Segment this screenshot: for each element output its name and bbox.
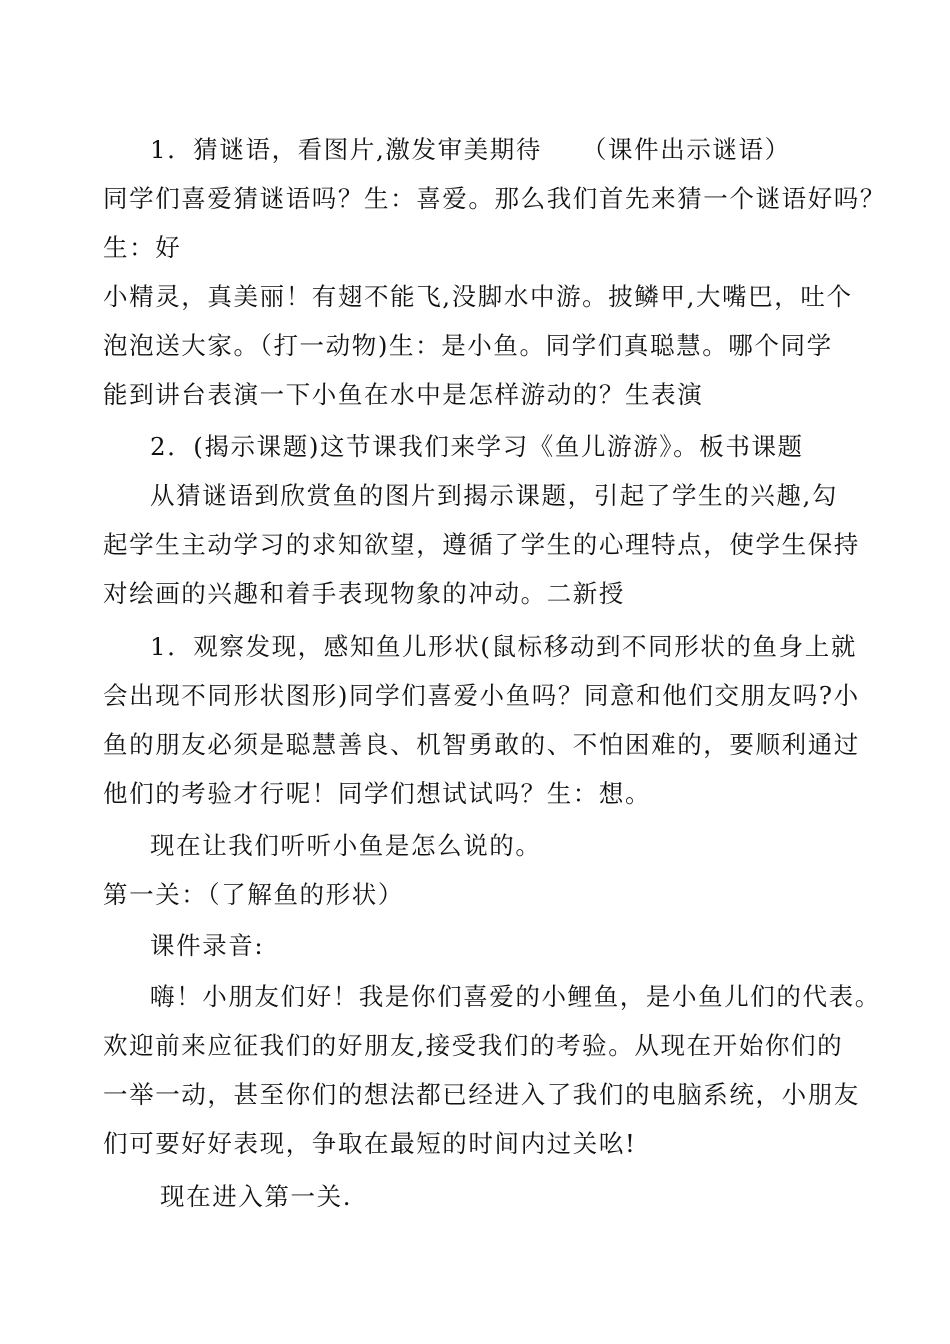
- paragraph-line: 起学生主动学习的求知欲望，遵循了学生的心理特点，使学生保持: [103, 530, 860, 559]
- paragraph-line: 从猜谜语到欣赏鱼的图片到揭示课题，引起了学生的兴趣,勾: [150, 481, 838, 510]
- paragraph-line: 泡泡送大家。（打一动物)生：是小鱼。同学们真聪慧。哪个同学: [103, 331, 833, 360]
- paragraph-line: 生：好: [103, 233, 182, 262]
- paragraph-line: 鱼的朋友必须是聪慧善良、机智勇敢的、不怕困难的，要顺利通过: [103, 730, 860, 759]
- paragraph-line: 小精灵，真美丽！有翅不能飞,没脚水中游。披鳞甲,大嘴巴，吐个: [103, 282, 853, 311]
- paragraph-line: 嗨！小朋友们好！我是你们喜爱的小鲤鱼，是小鱼儿们的代表。: [150, 982, 881, 1011]
- paragraph-line: 现在进入第一关.: [160, 1182, 353, 1211]
- paragraph-line: 1．观察发现，感知鱼儿形状(鼠标移动到不同形状的鱼身上就: [150, 632, 857, 661]
- paragraph-line: 现在让我们听听小鱼是怎么说的。: [150, 831, 542, 860]
- section-heading: 第一关：（了解鱼的形状）: [103, 880, 404, 909]
- paragraph-line: 他们的考验才行呢！同学们想试试吗？生：想。: [103, 779, 652, 808]
- paragraph-line: 们可要好好表现，争取在最短的时间内过关吆!: [103, 1129, 637, 1158]
- paragraph-line: 课件录音:: [150, 931, 265, 960]
- paragraph-line: 欢迎前来应征我们的好朋友,接受我们的考验。从现在开始你们的: [103, 1031, 844, 1060]
- paragraph-line: 会出现不同形状图形)同学们喜爱小鱼吗？同意和他们交朋友吗?小: [103, 681, 860, 710]
- paragraph-line: 2．(揭示课题)这节课我们来学习《鱼儿游游》。板书课题: [150, 432, 804, 461]
- paragraph-line: 对绘画的兴趣和着手表现物象的冲动。二新授: [103, 579, 625, 608]
- paragraph-line: 一举一动，甚至你们的想法都已经进入了我们的电脑系统，小朋友: [103, 1080, 860, 1109]
- paragraph-line: 1．猜谜语，看图片,激发审美期待 （课件出示谜语）: [150, 135, 791, 164]
- paragraph-line: 能到讲台表演一下小鱼在水中是怎样游动的？生表演: [103, 380, 704, 409]
- paragraph-line: 同学们喜爱猜谜语吗？生：喜爱。那么我们首先来猜一个谜语好吗？: [103, 184, 886, 213]
